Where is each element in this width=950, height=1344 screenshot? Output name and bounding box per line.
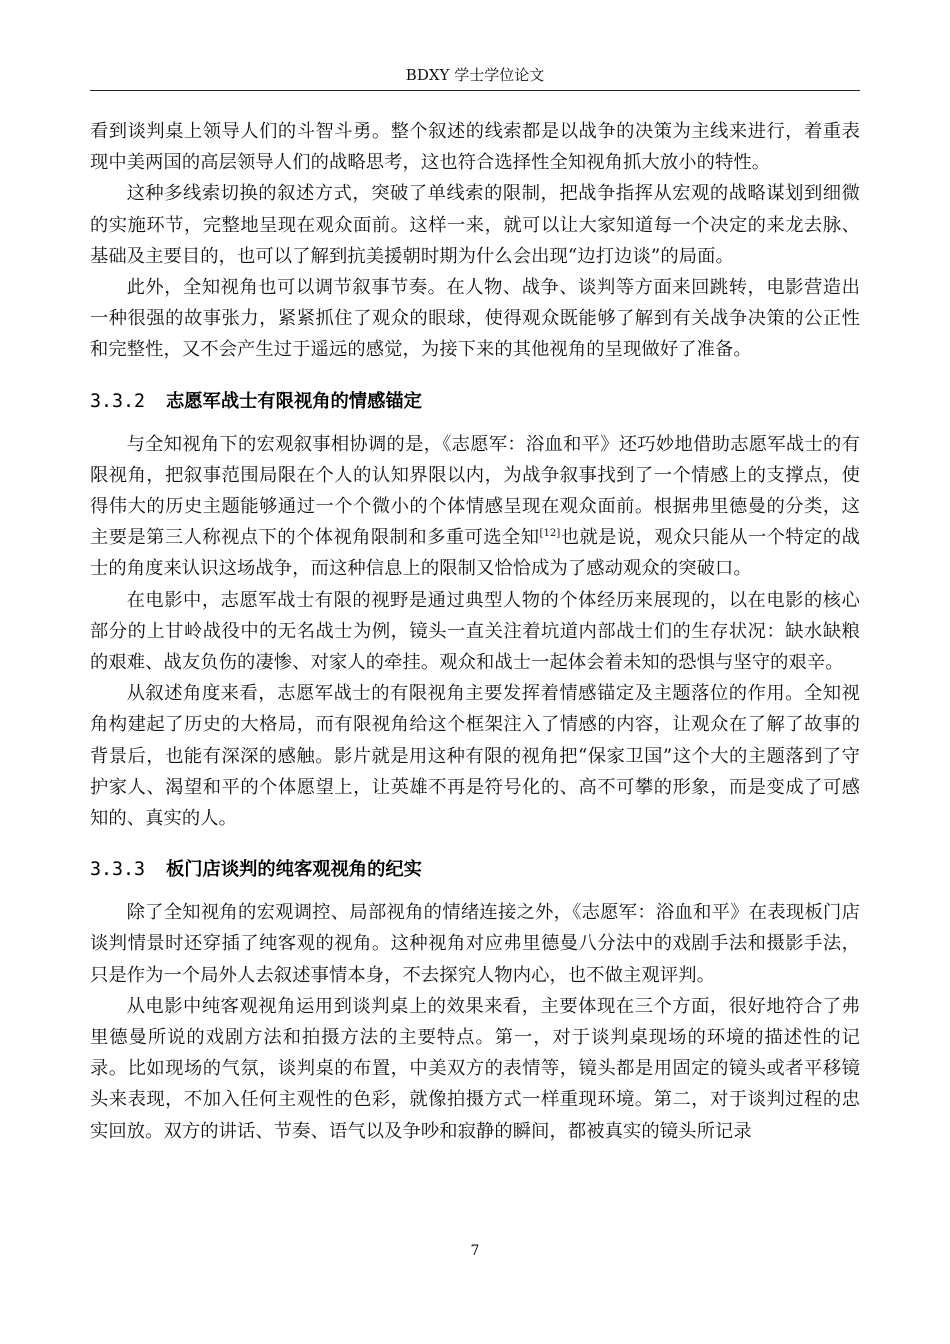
running-header [90, 60, 860, 91]
page-number: 7 [470, 1243, 480, 1259]
section-title: 志愿军战士有限视角的情感锚定 [166, 390, 422, 412]
citation-ref: [12] [539, 528, 561, 540]
page-body [90, 116, 860, 1147]
paragraph-text: 也就是说，观众只能从一个特定的战士的角度来认识这场战争，而这种信息上的限制又恰恰成为了感动观众的突破口。 [90, 527, 860, 580]
paragraph-objective-view: 除了全知视角的宏观调控、局部视角的情绪连接之外，《志愿军：浴血和平》在表现板门店谈判情景时还穿插了纯客观的视角。这种视角对应弗里德曼八分法中的戏剧手法和摄影手法，只是作为一个局外人去叙述事情本身，不去探究人物内心，也不做主观评判。 [90, 902, 860, 986]
section-number: 3.3.2 [90, 390, 146, 412]
paragraph-narrative-rhythm: 此外，全知视角也可以调节叙事节奏。在人物、战争、谈判等方面来回跳转，电影营造出一种很强的故事张力，紧紧抓住了观众的眼球，使得观众既能够了解到有关战争决策的公正性和完整性，又不会产生过于遥远的感觉，为接下来的其他视角的呈现做好了准备。 [90, 277, 860, 361]
paragraph-text: 与全知视角下的宏观叙事相协调的是，《志愿军：浴血和平》还巧妙地借助志愿军战士的有限视角，把叙事范围局限在个人的认知界限以内，为战争叙事找到了一个情感上的支撑点，使得伟大的历史主题能够通过一个个微小的个体情感呈现在观众面前。根据弗里德曼的分类，这主要是第三人称视点下的个体视角限制和多重可选全知 [90, 433, 860, 549]
paragraph-multi-thread: 这种多线索切换的叙述方式，突破了单线索的限制，把战争指挥从宏观的战略谋划到细微的实施环节，完整地呈现在观众面前。这样一来，就可以让大家知道每一个决定的来龙去脉、基础及主要目的，也可以了解到抗美援朝时期为什么会出现“边打边谈”的局面。 [90, 183, 860, 267]
header-title: BDXY 学士学位论文 [405, 66, 545, 84]
paragraph-limited-view [90, 429, 860, 585]
paragraph-soldier-experience: 在电影中，志愿军战士有限的视野是通过典型人物的个体经历来展现的，以在电影的核心部分的上甘岭战役中的无名战士为例，镜头一直关注着坑道内部战士们的生存状况：缺水缺粮的艰难、战友负伤的凄惨、对家人的牵挂。观众和战士一起体会着未知的恐惧与坚守的艰辛。 [90, 589, 860, 674]
paragraph-emotional-anchor: 从叙述角度来看，志愿军战士的有限视角主要发挥着情感锚定及主题落位的作用。全知视角构建起了历史的大格局，而有限视角给这个框架注入了情感的内容，让观众在了解了故事的背景后，也能有深深的感触。影片就是用这种有限的视角把“保家卫国”这个大的主题落到了守护家人、渴望和平的个体愿望上，让英雄不再是符号化的、高不可攀的形象，而是变成了可感知的、真实的人。 [90, 683, 860, 830]
section-heading-3-3-3 [90, 854, 860, 885]
paragraph-negotiation-effects: 从电影中纯客观视角运用到谈判桌上的效果来看，主要体现在三个方面，很好地符合了弗里德曼所说的戏剧方法和拍摄方法的主要特点。第一，对于谈判桌现场的环境的描述性的记录。比如现场的气氛，谈判桌的布置，中美双方的表情等，镜头都是用固定的镜头或者平移镜头来表现，不加入任何主观性的色彩，就像拍摄方式一样重现环境。第二，对于谈判过程的忠实回放。双方的讲话、节奏、语气以及争吵和寂静的瞬间，都被真实的镜头所记录 [90, 995, 860, 1142]
section-number: 3.3.3 [90, 859, 146, 881]
paragraph-continued: 看到谈判桌上领导人们的斗智斗勇。整个叙述的线索都是以战争的决策为主线来进行，着重表现中美两国的高层领导人们的战略思考，这也符合选择性全知视角抓大放小的特性。 [90, 121, 860, 174]
section-heading-3-3-2 [90, 386, 860, 417]
section-title: 板门店谈判的纯客观视角的纪实 [166, 859, 422, 881]
